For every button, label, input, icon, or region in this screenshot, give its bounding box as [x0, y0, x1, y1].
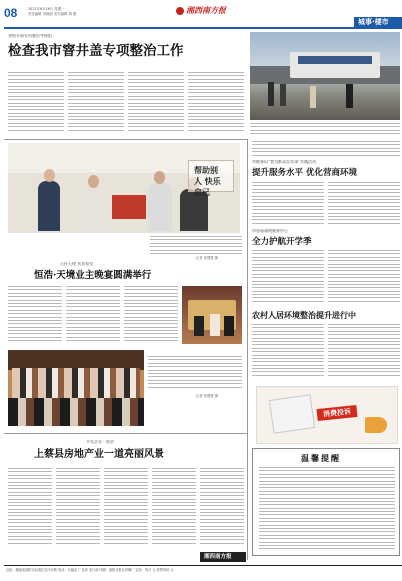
- consumer-notice-body: [259, 467, 395, 553]
- lead-title: 检查我市窨井盖专项整治工作: [8, 43, 184, 59]
- footer-logo: 湘西南方报: [204, 554, 232, 560]
- crowd-photo-credit: 记者 刘慧慧 摄: [196, 394, 218, 398]
- right-third-body-col2: [328, 324, 400, 380]
- right-mid-body-col2: [328, 250, 400, 306]
- right-top-body-col2: [328, 182, 400, 226]
- right-third-body-col1: [252, 324, 324, 380]
- middle-left-body-col2: [66, 286, 120, 346]
- bottom-body-col3: [104, 468, 148, 548]
- lead-body-col1: [8, 72, 64, 134]
- right-intro-text: [252, 141, 400, 159]
- masthead-logo: 湘西南方报: [186, 5, 226, 15]
- photo-caption-box: [188, 160, 234, 197]
- lead-body-col3: [128, 72, 184, 134]
- consumer-banner-label: 消费投诉: [316, 405, 357, 421]
- middle-left-title: 恒浩·天境业主晚宴圆满举行: [34, 270, 152, 281]
- masthead-rule: [4, 27, 402, 29]
- page-number: 08: [4, 6, 18, 20]
- section-title: 城事·楼市: [354, 17, 402, 27]
- footer-logo-strip: [200, 552, 246, 562]
- volunteer-caption-text: [150, 236, 242, 258]
- right-mid-title: 全力护航开学季: [252, 237, 312, 247]
- bottom-body-col2: [56, 468, 100, 548]
- right-top-title: 提升服务水平 优化营商环境: [252, 168, 357, 178]
- volunteer-caption-credit: 记者 刘慧慧 摄: [196, 256, 218, 260]
- editor-line: 责任编辑 刘晓丽 美术编辑 周 俊: [28, 12, 77, 16]
- middle-left-kicker: 心怀天使 扶贫家室: [60, 262, 94, 266]
- right-mid-body-col1: [252, 250, 324, 306]
- consumer-banner: [256, 386, 398, 444]
- footer-text: 社址：湖南省邵阳市双清区宝庆东路 电话：总编室 广告部 发行部 印刷：邵阳日报社印刷厂 定价：每月 元 零售每份 元: [6, 568, 174, 572]
- consumer-notice-box: [252, 448, 400, 556]
- lead-body-col4: [188, 72, 244, 134]
- lead-kicker: 省级开展专项整治考核组: [8, 34, 52, 38]
- middle-left-body-col3: [124, 286, 178, 346]
- lead-photo-caption: [250, 123, 400, 137]
- consumer-notice-title: 温馨提醒: [301, 453, 341, 463]
- right-top-body-col1: [252, 182, 324, 226]
- right-mid-kicker: 市首届高校服务中心: [252, 229, 288, 233]
- date-line: 2021年8月16日 星期一: [28, 7, 65, 11]
- bottom-body-col1: [8, 468, 52, 548]
- bottom-body-col4: [152, 468, 196, 548]
- lead-photo: [250, 32, 400, 120]
- middle-left-body-col1: [8, 286, 62, 346]
- right-third-title: 农村人居环境整治提升进行中: [252, 310, 356, 320]
- banquet-photo-small: [182, 286, 242, 344]
- bottom-body-col5: [200, 468, 244, 548]
- crowd-photo-caption: [148, 356, 242, 392]
- right-top-kicker: 市税务局“我为群众办实事”实践活动: [252, 160, 317, 164]
- megaphone-icon: [365, 417, 387, 433]
- logo-emblem-icon: [176, 7, 184, 15]
- photo-caption-title: 帮助别人 快乐自己: [194, 165, 221, 197]
- bottom-title: 上蔡县房地产业一道亮丽风景: [34, 449, 164, 460]
- crowd-photo: [8, 350, 144, 426]
- bottom-kicker: 开发企业 · 协会: [86, 440, 114, 444]
- lead-body-col2: [68, 72, 124, 134]
